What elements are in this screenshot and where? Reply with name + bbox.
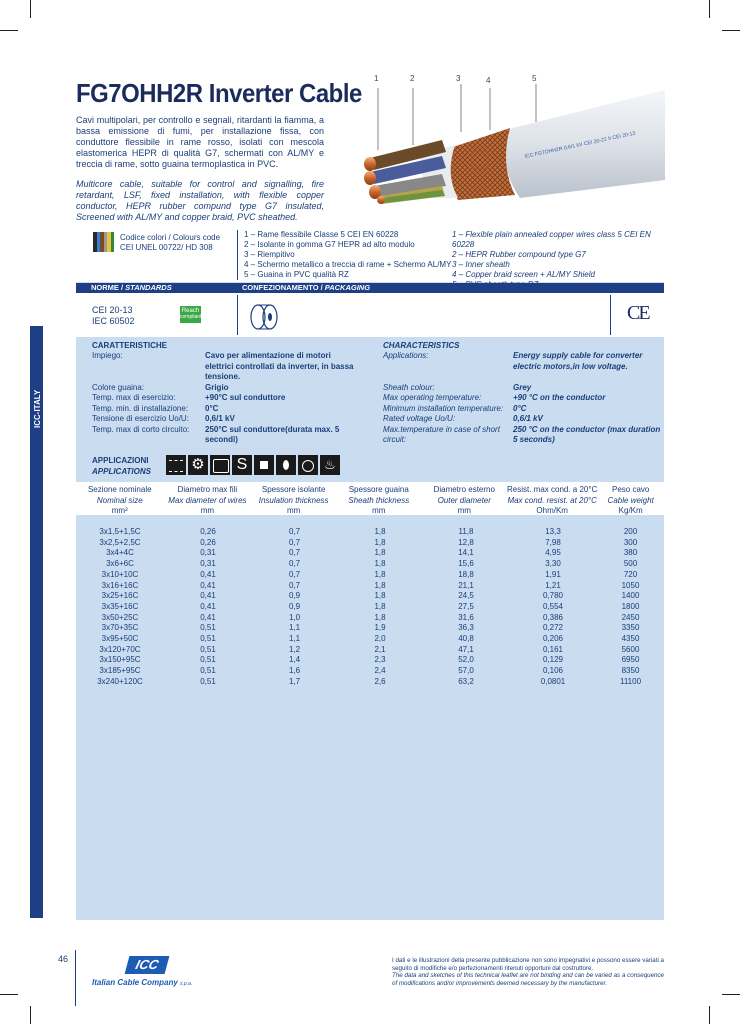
table-row (76, 570, 664, 581)
table-cell: 1,8 (374, 580, 386, 590)
table-row (76, 559, 664, 570)
table-cell: 0,780 (542, 591, 564, 601)
icc-logo: ICC (125, 956, 170, 974)
table-cell: 3x2,5+2,5C (99, 537, 141, 547)
table-cell: 21,1 (458, 580, 474, 590)
characteristics-values-english: Energy supply cable for converter electric motors,in low voltage. Grey +90 °C on the conductor 0°C 0,6/1 kV 250 °C on the conductor (max duration 5 seconds) (513, 351, 661, 444)
table-cell: 2,0 (374, 634, 386, 644)
description-italian: Cavi multipolari, per controllo e segnali, ritardanti la fiamma, a bassa emissione di fumi, per installazione fissa, con conduttore flessibile in rame rosso, isolati con mescola elastomerica HEPR di qualità G7, schermati con AL/MY e treccia di rame, sotto guaina termoplastica in PVC. (76, 115, 324, 169)
table-cell: 0,31 (200, 548, 216, 558)
table-row (76, 655, 664, 666)
crop-mark (709, 1006, 710, 1024)
table-cell: 1800 (621, 601, 640, 611)
footer-disclaimer-english: The data and sketches of this technical leaflet are not binding and can be varied as a consequence of modifications and/or improvements deemed necessary by the manufacturer. (392, 972, 664, 987)
table-cell: 2450 (621, 612, 640, 622)
characteristics-heading-italian: CARATTERISTICHE (92, 341, 167, 350)
table-cell: 13,3 (545, 527, 561, 536)
table-cell: 3x185+95C (99, 666, 141, 676)
page-number: 46 (58, 954, 69, 964)
table-cell: 3,30 (545, 559, 561, 569)
table-row (76, 527, 664, 538)
table-cell: 2,3 (374, 655, 386, 665)
characteristics-labels-italian: Impiego: Colore guaina: Temp. max di esercizio: Temp. min. di installazione: Tensione di esercizio Uo/U: Temp. max di corto circuito: (92, 351, 190, 434)
standards-row (76, 293, 664, 337)
table-cell: 1,0 (288, 612, 301, 622)
cable-number-2: 2 (410, 74, 415, 83)
table-cell: 1,91 (545, 569, 561, 579)
flame-icon: ♨ (320, 455, 340, 475)
table-cell: 0,7 (288, 580, 301, 590)
table-cell: 3x240+120C (97, 676, 143, 686)
table-cell: 27,5 (458, 601, 474, 611)
table-row (76, 613, 664, 624)
characteristics-heading-english: CHARACTERISTICS (383, 341, 460, 350)
table-cell: 0,31 (200, 559, 216, 569)
table-cell: 1,1 (288, 623, 301, 633)
table-cell: 1,9 (374, 623, 386, 633)
table-cell: 0,386 (542, 612, 564, 622)
table-cell: 57,0 (458, 666, 474, 676)
reach-badge: Reach compliant (180, 306, 201, 323)
applications-icons (166, 455, 340, 475)
table-cell: 8350 (621, 666, 640, 676)
colour-code-label: Codice colori / Colours code CEI UNEL 00722/ HD 308 (120, 233, 221, 252)
dry-location-icon (254, 455, 274, 475)
table-row (76, 581, 664, 592)
table-cell: 52,0 (458, 655, 474, 665)
table-cell: 0,7 (288, 527, 301, 536)
table-cell: 0,9 (288, 591, 301, 601)
table-cell: 0,7 (288, 559, 301, 569)
table-cell: 1400 (621, 591, 640, 601)
table-row (76, 538, 664, 549)
table-cell: 3x1,5+1,5C (99, 527, 141, 536)
crop-mark (709, 0, 710, 18)
table-cell: 0,41 (200, 612, 216, 622)
table-cell: 1,2 (288, 644, 301, 654)
table-cell: 0,26 (200, 527, 216, 536)
table-cell: 1,8 (374, 559, 386, 569)
components-list-italian: 1 – Rame flessibile Classe 5 CEI EN 60228 2 – Isolante in gomma G7 HEPR ad alto modulo 3 – Riempitivo 4 – Schermo metallico a treccia di rame + Schermo AL/MY 5 – Guaina in PVC qualità RZ (244, 230, 452, 279)
table-cell: 24,5 (458, 591, 474, 601)
table-cell: 3x4+4C (106, 548, 134, 558)
table-row (76, 591, 664, 602)
table-cell: 31,6 (458, 612, 474, 622)
table-cell: 0,554 (542, 601, 564, 611)
table-cell: 0,41 (200, 580, 216, 590)
table-cell: 3x150+95C (99, 655, 141, 665)
s-bend-icon: S (232, 455, 252, 475)
table-cell: 0,0801 (540, 676, 566, 686)
table-row (76, 623, 664, 634)
table-cell: 200 (623, 527, 638, 536)
table-cell: 1,8 (374, 569, 386, 579)
buried-icon (298, 455, 318, 475)
table-cell: 0,9 (288, 601, 301, 611)
characteristics-labels-english: Applications: Sheath colour: Max operating temperature: Minimum installation temperature: Rated voltage Uo/U: Max.temperature in case of short circuit: (383, 351, 504, 444)
table-cell: 2,6 (374, 676, 386, 686)
table-cell: 4350 (621, 634, 640, 644)
table-cell: 500 (623, 559, 638, 569)
table-cell: 4,95 (545, 548, 561, 558)
table-row (76, 645, 664, 656)
table-cell: 0,206 (542, 634, 564, 644)
wet-location-icon (276, 455, 296, 475)
table-cell: 18,8 (458, 569, 474, 579)
table-cell: 15,6 (458, 559, 474, 569)
table-cell: 0,106 (542, 666, 564, 676)
characteristics-values-italian: Cavo per alimentazione di motori elettrici controllati da inverter, in bassa tensione. Grigio +90°C sul conduttore 0°C 0,6/1 kV 250°C sul conduttore(durata max. 5 secondi) (205, 351, 354, 444)
divider (610, 295, 611, 335)
cable-number-3: 3 (456, 74, 461, 83)
colour-swatch-icon (93, 232, 114, 252)
table-cell: 47,1 (458, 644, 474, 654)
table-cell: 300 (623, 537, 638, 547)
crop-mark (30, 0, 31, 18)
table-row (76, 677, 664, 688)
table-cell: 3x95+50C (101, 634, 139, 644)
table-cell: 0,51 (200, 644, 216, 654)
table-row (76, 602, 664, 613)
table-cell: 5600 (621, 644, 640, 654)
table-cell: 14,1 (458, 548, 474, 558)
table-cell: 1,8 (374, 591, 386, 601)
footer-disclaimer-italian: I dati e le illustrazioni della presente pubblicazione non sono impegnativi e possono essere variati a seguito di modifiche e/o perfezionamenti ritenuti opportuni dal costruttore. (392, 957, 664, 972)
crop-mark (30, 1006, 31, 1024)
drum-icon (248, 302, 280, 332)
table-cell: 380 (623, 548, 638, 558)
table-cell: 63,2 (458, 676, 474, 686)
table-cell: 0,26 (200, 537, 216, 547)
table-cell: 11,8 (458, 527, 474, 536)
indoor-icon (166, 455, 186, 475)
table-cell: 3x120+70C (99, 644, 141, 654)
table-header: Sezione nominale Diametro max fili Spessore isolante Spessore guaina Diametro esterno Resist. max cond. a 20°C Peso cavo Nominal size Max diameter of wires Insulation thickness Sheath thickness Outer diameter Max cond. resist. at 20°C Cable weight mm² mm mm mm mm Ohm/Km Kg/Km (87, 485, 654, 516)
table-cell: 3350 (621, 623, 640, 633)
crop-mark (722, 994, 740, 995)
table-cell: 0,41 (200, 591, 216, 601)
table-cell: 1,21 (545, 580, 561, 590)
table-cell: 1,1 (288, 634, 301, 644)
table-cell: 2,4 (374, 666, 386, 676)
data-table (76, 527, 664, 688)
table-cell: 0,7 (288, 548, 301, 558)
table-row (76, 548, 664, 559)
table-cell: 1,8 (374, 612, 386, 622)
table-row (76, 634, 664, 645)
table-cell: 0,51 (200, 666, 216, 676)
table-cell: 3x50+25C (101, 612, 139, 622)
table-cell: 0,7 (288, 537, 301, 547)
table-cell: 1,8 (374, 548, 386, 558)
table-cell: 0,51 (200, 623, 216, 633)
table-cell: 3x35+16C (101, 601, 139, 611)
table-cell: 1050 (621, 580, 640, 590)
components-list-english: 1 – Flexible plain annealed copper wires class 5 CEI EN 60228 2 – HEPR Rubber compound type G7 3 – Inner sheath 4 – Copper braid screen + AL/MY Shield (452, 230, 651, 279)
table-cell: 0,7 (288, 569, 301, 579)
table-cell: 720 (623, 569, 638, 579)
table-row (76, 666, 664, 677)
table-cell: 0,41 (200, 569, 216, 579)
table-cell: 7,98 (545, 537, 561, 547)
company-name: Italian Cable Company s.p.a. (92, 978, 193, 987)
cable-number-4: 4 (486, 76, 491, 85)
table-cell: 1,7 (288, 676, 301, 686)
table-cell: 1,8 (374, 527, 386, 536)
table-cell: 3x10+10C (101, 569, 139, 579)
standards-header-bar: NORME / STANDARDS CONFEZIONAMENTO / PACKAGING (76, 283, 664, 293)
table-cell: 12,8 (458, 537, 474, 547)
crop-mark (0, 30, 18, 31)
gear-icon: ⚙ (188, 455, 208, 475)
divider (237, 230, 238, 280)
table-cell: 0,51 (200, 676, 216, 686)
table-cell: 0,129 (542, 655, 564, 665)
crop-mark (0, 994, 18, 995)
table-cell: 0,41 (200, 601, 216, 611)
cable-illustration (330, 70, 665, 210)
standards-list: CEI 20-13 IEC 60502 (92, 305, 135, 326)
table-cell: 1,6 (288, 666, 301, 676)
table-cell: 6950 (621, 655, 640, 665)
ce-mark: CE (627, 302, 649, 324)
applications-heading: APPLICAZIONI APPLICATIONS (92, 456, 151, 476)
footer-divider (75, 950, 76, 1006)
cable-print-text: ICC FG7OHH2R 0,6/1 kV CEI 20-22 II CEI 20-13 (524, 130, 636, 160)
table-cell: 11100 (619, 676, 642, 686)
side-label: ICC-ITALY (33, 389, 42, 428)
table-cell: 3x16+16C (101, 580, 139, 590)
divider (237, 295, 238, 335)
page-title: FG7OHH2R Inverter Cable (76, 78, 362, 108)
table-cell: 1,8 (374, 601, 386, 611)
table-cell: 0,272 (542, 623, 564, 633)
table-cell: 3x25+16C (101, 591, 139, 601)
table-cell: 3x70+35C (101, 623, 139, 633)
table-cell: 40,8 (458, 634, 474, 644)
table-cell: 36,3 (458, 623, 474, 633)
table-cell: 2,1 (374, 644, 386, 654)
crop-mark (722, 30, 740, 31)
gauge-icon (210, 455, 230, 475)
table-cell: 1,8 (374, 537, 386, 547)
cable-number-1: 1 (374, 74, 379, 83)
table-cell: 3x6+6C (106, 559, 134, 569)
table-cell: 1,4 (288, 655, 301, 665)
table-cell: 0,51 (200, 655, 216, 665)
description-english: Multicore cable, suitable for control and signalling, fire retardant, LSF, fixed installation, with flexible copper conductor, HEPR rubber compund type G7 insulated, Screened with AL/MY and copper braid, PVC sheathed. (76, 179, 324, 222)
table-cell: 0,161 (542, 644, 564, 654)
table-cell: 0,51 (200, 634, 216, 644)
cable-number-5: 5 (532, 74, 537, 83)
